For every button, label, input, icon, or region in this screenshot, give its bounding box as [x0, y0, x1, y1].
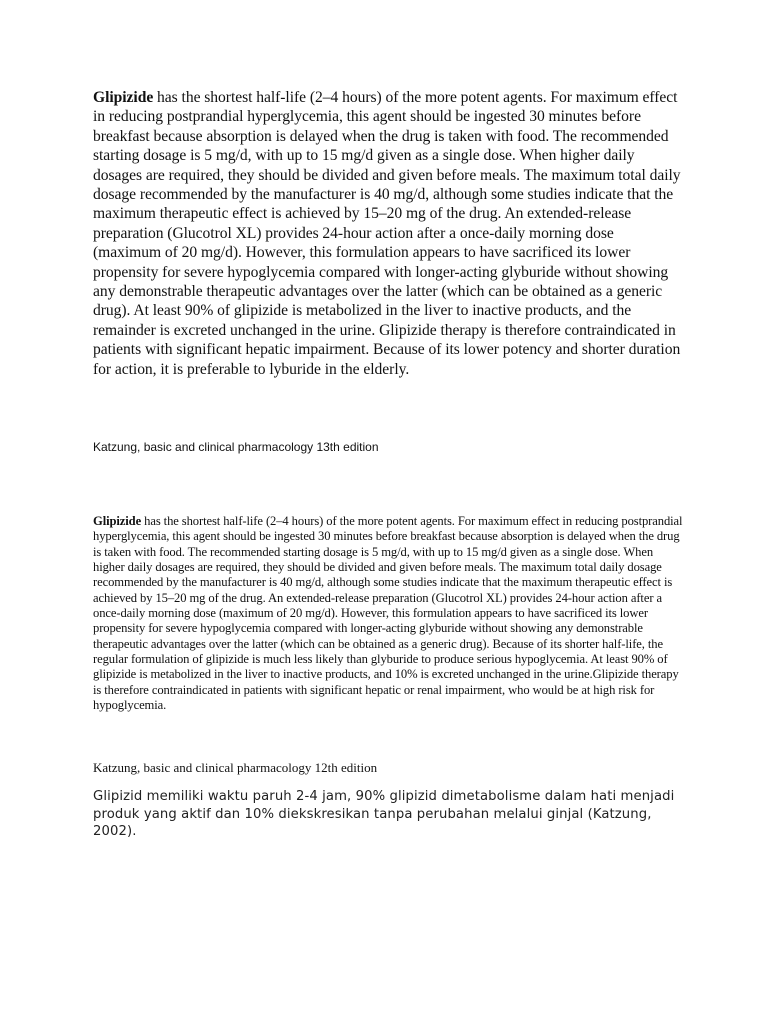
glipizide-term: Glipizide	[93, 89, 154, 106]
glipizide-paragraph-12th-edition	[93, 514, 685, 713]
citation-13th-edition: Katzung, basic and clinical pharmacology 13th edition	[93, 440, 379, 454]
paragraph-body: has the shortest half-life (2–4 hours) of the more potent agents. For maximum effect in reducing postprandial hyperglycemia, this agent should be ingested 30 minutes before breakfast because absorption is delayed when the drug is taken with food. The recommended starting dosage is 5 mg/d, with up to 15 mg/d given as a single dose. When higher daily dosages are required, they should be divided and given before meals. The maximum total daily dosage recommended by the manufacturer is 40 mg/d, although some studies indicate that the maximum therapeutic effect is achieved by 15–20 mg of the drug. An extended-release preparation (Glucotrol XL) provides 24-hour action after a once-daily morning dose (maximum of 20 mg/d). However, this formulation appears to have sacrificed its lower propensity for severe hypoglycemia compared with longer-acting glyburide without showing any demonstrable therapeutic advantages over the latter (which can be obtained as a generic drug). At least 90% of glipizide is metabolized in the liver to inactive products, and the remainder is excreted unchanged in the urine. Glipizide therapy is therefore contraindicated in patients with significant hepatic impairment. Because of its lower potency and shorter duration for action, it is preferable to lyburide in the elderly.	[93, 89, 681, 378]
glipizide-paragraph-13th-edition	[93, 88, 683, 379]
paragraph-body: has the shortest half-life (2–4 hours) of the more potent agents. For maximum effect in reducing postprandial hyperglycemia, this agent should be ingested 30 minutes before breakfast because absorption is delayed when the drug is taken with food. The recommended starting dosage is 5 mg/d, with up to 15 mg/d given as a single dose. When higher daily dosages are required, they should be divided and given before meals. The maximum total daily dosage recommended by the manufacturer is 40 mg/d, although some studies indicate that the maximum therapeutic effect is achieved by 15–20 mg of the drug. An extended-release preparation (Glucotrol XL) provides 24-hour action after a once-daily morning dose (maximum of 20 mg/d). However, this formulation appears to have sacrificed its lower propensity for severe hypoglycemia compared with longer-acting glyburide without showing any demonstrable therapeutic advantages over the latter (which can be obtained as a generic drug). Because of its shorter half-life, the regular formulation of glipizide is much less likely than glyburide to produce serious hypoglycemia. At least 90% of glipizide is metabolized in the liver to inactive products, and 10% is excreted unchanged in the urine.Glipizide therapy is therefore contraindicated in patients with significant hepatic or renal impairment, who would be at high risk for hypoglycemia.	[93, 514, 683, 713]
indonesian-summary-paragraph: Glipizid memiliki waktu paruh 2-4 jam, 90% glipizid dimetabolisme dalam hati menjadi produk yang aktif dan 10% diekskresikan tanpa perubahan melalui ginjal (Katzung, 2002).	[93, 789, 675, 839]
citation-12th-edition: Katzung, basic and clinical pharmacology 12th edition	[93, 760, 378, 775]
glipizide-term: Glipizide	[93, 514, 142, 528]
